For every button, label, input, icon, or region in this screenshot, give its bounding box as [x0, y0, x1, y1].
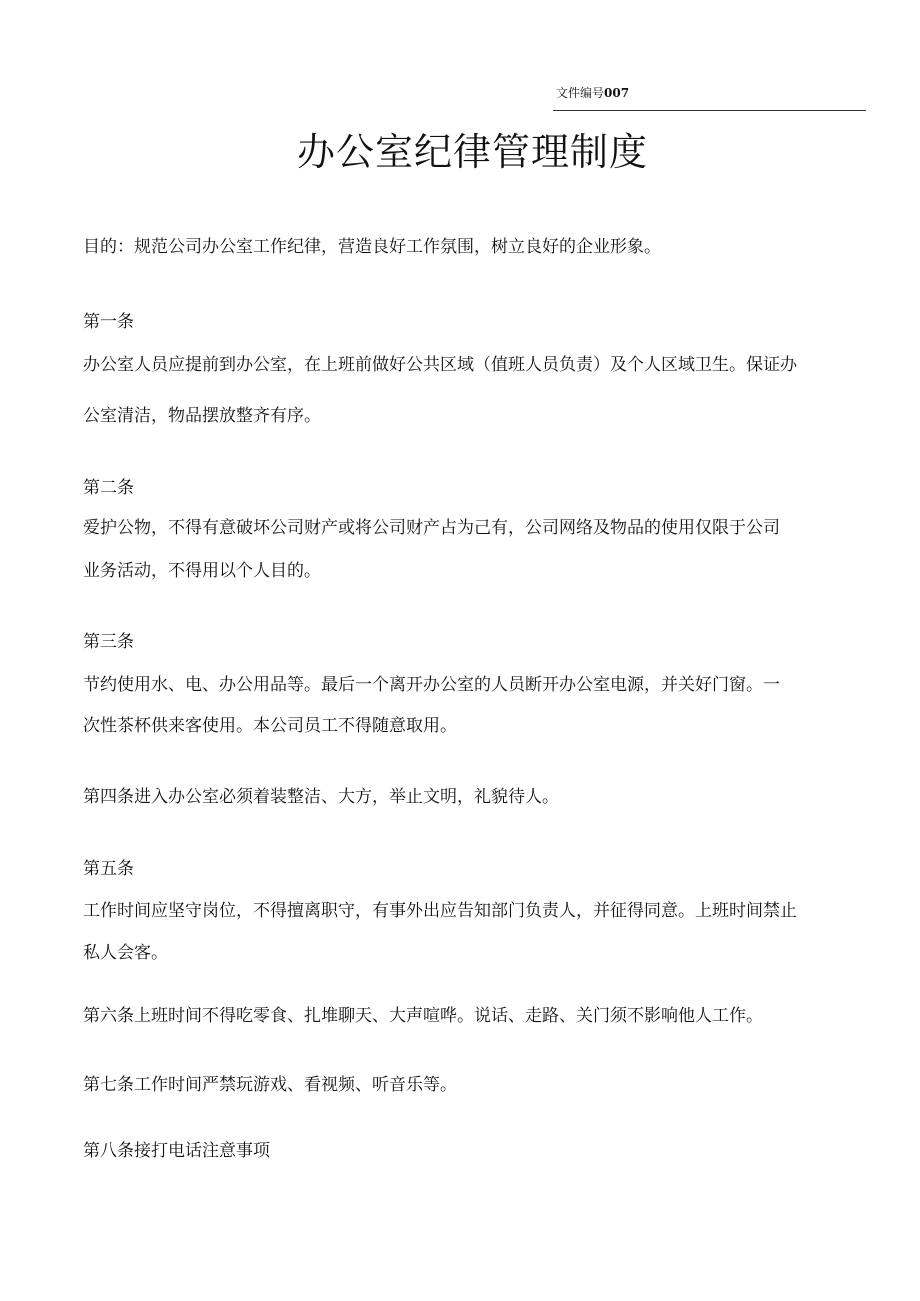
article-7-text: 第七条工作时间严禁玩游戏、看视频、听音乐等。: [83, 1075, 457, 1095]
article-3-line-2: 次性茶杯供来客使用。本公司员工不得随意取用。: [83, 716, 457, 736]
article-5-line-2: 私人会客。: [83, 943, 168, 963]
article-6-text: 第六条上班时间不得吃零食、扎堆聊天、大声喧哗。说话、走路、关门须不影响他人工作。: [83, 1006, 763, 1026]
article-5-line-1: 工作时间应坚守岗位，不得擅离职守，有事外出应告知部门负责人，并征得同意。上班时间禁止: [83, 901, 797, 921]
article-1-line-2: 公室清洁，物品摆放整齐有序。: [83, 406, 321, 426]
page-title: 办公室纪律管理制度: [296, 130, 648, 174]
article-1-heading: 第一条: [83, 312, 134, 332]
document-number: [553, 84, 866, 111]
article-5-heading: 第五条: [83, 859, 134, 879]
purpose-text: 目的：规范公司办公室工作纪律，营造良好工作氛围，树立良好的企业形象。: [83, 237, 661, 257]
article-8-text: 第八条接打电话注意事项: [83, 1141, 270, 1161]
article-2-heading: 第二条: [83, 478, 134, 498]
article-2-line-1: 爱护公物，不得有意破坏公司财产或将公司财产占为己有，公司网络及物品的使用仅限于公司: [83, 518, 780, 538]
article-3-line-1: 节约使用水、电、办公用品等。最后一个离开办公室的人员断开办公室电源，并关好门窗。一: [83, 675, 780, 695]
article-1-line-1: 办公室人员应提前到办公室，在上班前做好公共区域（值班人员负责）及个人区域卫生。保证办: [83, 355, 797, 375]
article-2-line-2: 业务活动，不得用以个人目的。: [83, 561, 321, 581]
article-4-text: 第四条进入办公室必须着装整洁、大方，举止文明，礼貌待人。: [83, 787, 559, 807]
document-number-value: 007: [604, 86, 630, 100]
article-3-heading: 第三条: [83, 632, 134, 652]
document-number-label: 文件编号: [556, 86, 605, 100]
